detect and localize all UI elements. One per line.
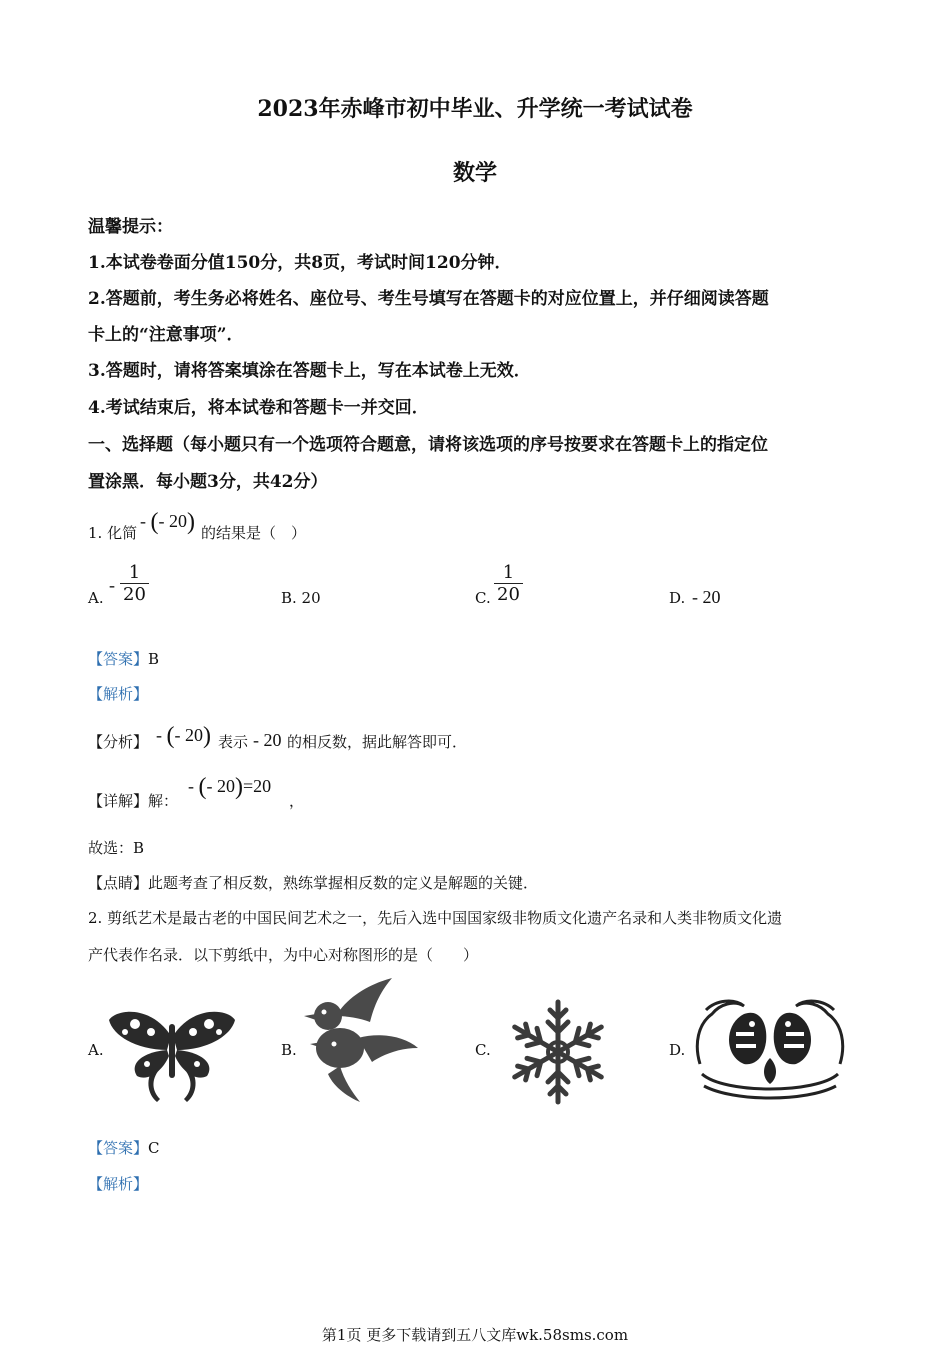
q1-fenxi-value: - 20 — [253, 730, 282, 750]
q2-option-b-label: B. — [281, 1041, 297, 1059]
section-heading-line2: 置涂黑．每小题3分，共42分） — [88, 472, 328, 492]
notice-item: 3.答题时，请将答案填涂在答题卡上，写在本试卷上无效． — [88, 361, 531, 381]
option-b: B. 20 — [281, 589, 321, 607]
q1-fenxi-expression: - (- 20) — [156, 723, 211, 749]
q2-text-line2: 产代表作名录．以下剪纸中，为中心对称图形的是（ ） — [88, 946, 479, 964]
q1-suffix: 的结果是（ ） — [201, 524, 307, 542]
swallow-papercut-image — [300, 976, 420, 1102]
notice-heading: 温馨提示： — [88, 217, 173, 237]
q1-detail: 【详解】解： — [88, 792, 179, 810]
q1-prefix: 1. 化简 — [88, 524, 138, 542]
page-title: 2023年赤峰市初中毕业、升学统一考试试卷 — [257, 96, 693, 122]
q1-fenxi-mid: 表示 — [218, 733, 249, 751]
q1-analysis-tag: 【解析】 — [88, 685, 149, 703]
fish-papercut-image — [694, 994, 846, 1102]
section-heading-line1: 一、选择题（每小题只有一个选项符合题意，请将该选项的序号按要求在答题卡上的指定位 — [88, 435, 768, 455]
notice-item: 2.答题前，考生务必将姓名、座位号、考生号填写在答题卡的对应位置上，并仔细阅读答题 — [88, 289, 769, 309]
q1-expression: - (- 20) — [140, 509, 195, 535]
option-c-label: C. — [475, 589, 491, 607]
notice-item: 卡上的“注意事项”． — [88, 325, 244, 345]
option-a-label: A. — [88, 589, 104, 607]
q1-choice: 故选：B — [88, 839, 145, 857]
q1-detail-expression: - (- 20)=20 — [188, 774, 272, 800]
q1-fenxi-text: 的相反数，据此解答即可． — [287, 733, 468, 751]
option-d-value: - 20 — [692, 587, 721, 607]
page-footer: 第1页 更多下载请到五八文库wk.58sms.com — [321, 1326, 629, 1344]
q2-option-d-label: D. — [669, 1041, 686, 1059]
q2-option-c-label: C. — [475, 1041, 491, 1059]
notice-item: 1.本试卷卷面分值150分，共8页，考试时间120分钟． — [88, 253, 512, 273]
option-d-label: D. — [669, 589, 686, 607]
option-c-fraction: $\frac{1}{20}$ — [494, 562, 523, 605]
q2-answer: 【答案】C — [88, 1139, 160, 1157]
q1-fenxi-tag: 【分析】 — [88, 733, 149, 751]
q1-detail-end: ， — [289, 792, 305, 810]
option-a-fraction: $\frac{1}{20}$ — [120, 562, 149, 605]
notice-item: 4.考试结束后，将本试卷和答题卡一并交回． — [88, 398, 429, 418]
q1-comment: 【点睛】此题考查了相反数，熟练掌握相反数的定义是解题的关键． — [88, 874, 539, 892]
subject-title: 数学 — [452, 160, 497, 186]
butterfly-papercut-image — [107, 1006, 237, 1104]
snowflake-papercut-image — [498, 998, 618, 1106]
option-a-minus: - — [109, 575, 115, 595]
q2-option-a-label: A. — [88, 1041, 104, 1059]
q2-analysis-tag: 【解析】 — [88, 1175, 149, 1193]
q2-text-line1: 2. 剪纸艺术是最古老的中国民间艺术之一，先后入选中国国家级非物质文化遗产名录和人类非物质文化遗 — [88, 909, 783, 927]
q1-answer: 【答案】B — [88, 650, 160, 668]
